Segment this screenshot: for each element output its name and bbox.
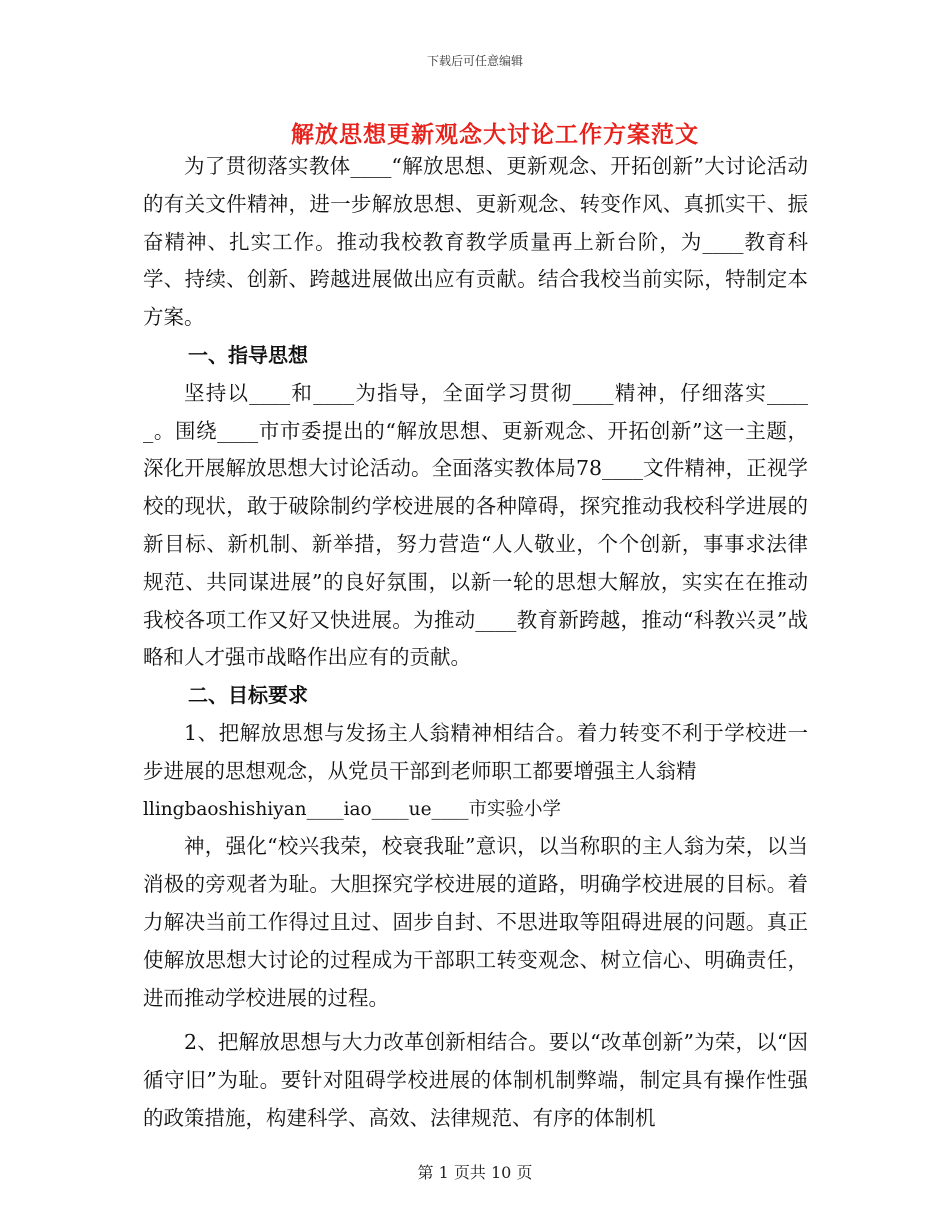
section-heading-goals: 二、目标要求 [188,683,308,708]
intro-paragraph: 为了贯彻落实教体____“解放思想、更新观念、开拓创新”大讨论活动的有关文件精神，进一步解放思想、更新观念、转变作风、真抓实干、振奋精神、扎实工作。推动我校教育教学质量再上新台阶，为____教育科学、持续、创新、跨越进展做出应有贡献。结合我校当前实际，特制定本方案。 [143,154,808,330]
document-title: 解放思想更新观念大讨论工作方案范文 [291,121,699,148]
goal-item-2-paragraph: 2、把解放思想与大力改革创新相结合。要以“改革创新”为荣，以“因循守旧”为耻。要针对阻碍学校进展的体制机制弊端，制定具有操作性强的政策措施，构建科学、高效、法律规范、有序的体制机 [143,1030,808,1130]
document-body [143,148,808,1138]
goal-item-1-paragraph: 1、把解放思想与发扬主人翁精神相结合。着力转变不利于学校进一步进展的思想观念，从党员干部到老师职工都要增强主人翁精 [143,720,808,783]
paragraph-gap [143,1017,808,1024]
guiding-thought-paragraph: 坚持以____和____为指导，全面学习贯彻____精神，仔细落实_____。围绕____市市委提出的“解放思想、更新观念、开拓创新”这一主题，深化开展解放思想大讨论活动。全面落实教体局78____文件精神，正视学校的现状，敢于破除制约学校进展的各种障碍，探究推动我校科学进展的新目标、新机制、新举措，努力营造“人人敬业，个个创新，事事求法律规范、共同谋进展”的良好氛围，以新一轮的思想大解放，实实在在推动我校各项工作又好又快进展。为推动____教育新跨越，推动“科教兴灵”战略和人才强市战略作出应有的贡献。 [143,380,808,670]
page-number: 第 1 页共 10 页 [417,1163,533,1182]
section-heading-guiding-thought: 一、指导思想 [188,342,308,367]
goal-item-1-continued: 神，强化“校兴我荣，校衰我耻”意识，以当称职的主人翁为荣，以当消极的旁观者为耻。大胆探究学校进展的道路，明确学校进展的目标。着力解决当前工作得过且过、固步自封、不思进取等阻碍进展的问题。真正使解放思想大讨论的过程成为干部职工转变观念、树立信心、明确责任，进而推动学校进展的过程。 [143,834,808,1010]
header-note: 下载后可任意编辑 [426,54,523,68]
school-name-line: llingbaoshishiyan____iao____ue____市实验小学 [143,798,562,820]
